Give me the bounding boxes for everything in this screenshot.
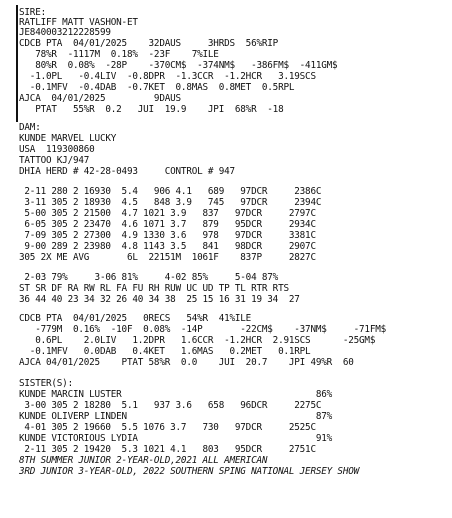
document-line: 3-11 305 2 18930 4.5 848 3.9 745 97DCR 2394C [19,197,322,208]
document-line: 3-00 305 2 18280 5.1 937 3.6 658 96DCR 2275C [19,400,322,411]
document-line: 2-11 280 2 16930 5.4 906 4.1 689 97DCR 2386C [19,186,322,197]
document-line: DHIA HERD # 42-28-0493 CONTROL # 947 [19,166,235,177]
document-line: 6-05 305 2 23470 4.6 1071 3.7 879 95DCR 2934C [19,219,316,230]
document-line: -779M 0.16% -10F 0.08% -14P -22CM$ -37NM$ -71FM$ [19,324,387,335]
document-line: 0.6PL 2.0LIV 1.2DPR 1.6CCR -1.2HCR 2.91SCS -25GM$ [19,335,376,346]
document-line: JE840003212228599 [19,27,111,38]
document-line: 4-01 305 2 19660 5.5 1076 3.7 730 97DCR 2525C [19,422,316,433]
document-line: 80%R 0.08% -28P -370CM$ -374NM$ -386FM$ -411GM$ [19,60,338,71]
document-line: SISTER(S): [19,378,73,389]
document-line: RATLIFF MATT VASHON-ET [19,17,138,28]
document-line: -1.0PL -0.4LIV -0.8DPR -1.3CCR -1.2HCR 3.19SCS [19,71,316,82]
document-line: 7-09 305 2 27300 4.9 1330 3.6 978 97DCR 3381C [19,230,316,241]
document-line: 5-00 305 2 21500 4.7 1021 3.9 837 97DCR 2797C [19,208,316,219]
document-line: KUNDE MARCIN LUSTER 86% [19,389,333,400]
document-line: SIRE: [19,7,46,18]
document-line: TATTOO KJ/947 [19,155,90,166]
document-line: DAM: [19,122,41,133]
document-line: 8TH SUMMER JUNIOR 2-YEAR-OLD,2021 ALL AMERICAN [19,455,268,466]
document-line: KUNDE MARVEL LUCKY [19,133,117,144]
document-line: CDCB PTA 04/01/2025 32DAUS 3HRDS 56%RIP [19,38,279,49]
document-line: AJCA 04/01/2025 9DAUS [19,93,181,104]
document-line: CDCB PTA 04/01/2025 0RECS 54%R 41%ILE [19,313,252,324]
sire-section-bar [16,5,18,122]
document-line: 2-11 305 2 19420 5.3 1021 4.1 803 95DCR 2751C [19,444,316,455]
document-line: 305 2X ME AVG 6L 22151M 1061F 837P 2827C [19,252,316,263]
document-line: 78%R -1117M 0.18% -23F 7%ILE [19,49,219,60]
document-line: 9-00 289 2 23980 4.8 1143 3.5 841 98DCR 2907C [19,241,316,252]
document-line: 3RD JUNIOR 3-YEAR-OLD, 2022 SOUTHERN SPING NATIONAL JERSEY SHOW [19,466,360,477]
document-line: KUNDE VICTORIOUS LYDIA 91% [19,433,333,444]
document-line: 36 44 40 23 34 32 26 40 34 38 25 15 16 31 19 34 27 [19,294,300,305]
document-line: -0.1MFV -0.4DAB -0.7KET 0.8MAS 0.8MET 0.5RPL [19,82,295,93]
document-line: ST SR DF RA RW RL FA FU RH RUW UC UD TP TL RTR RTS [19,283,289,294]
document-line: -0.1MFV 0.0DAB 0.4KET 1.6MAS 0.2MET 0.1RPL [19,346,311,357]
document-line: PTAT 55%R 0.2 JUI 19.9 JPI 68%R -18 [19,104,284,115]
document-line: 2-03 79% 3-06 81% 4-02 85% 5-04 87% [19,272,279,283]
document-line: AJCA 04/01/2025 PTAT 58%R 0.0 JUI 20.7 JPI 49%R 60 [19,357,354,368]
document-line: USA 119300860 [19,144,95,155]
document-line: KUNDE OLIVERP LINDEN 87% [19,411,333,422]
